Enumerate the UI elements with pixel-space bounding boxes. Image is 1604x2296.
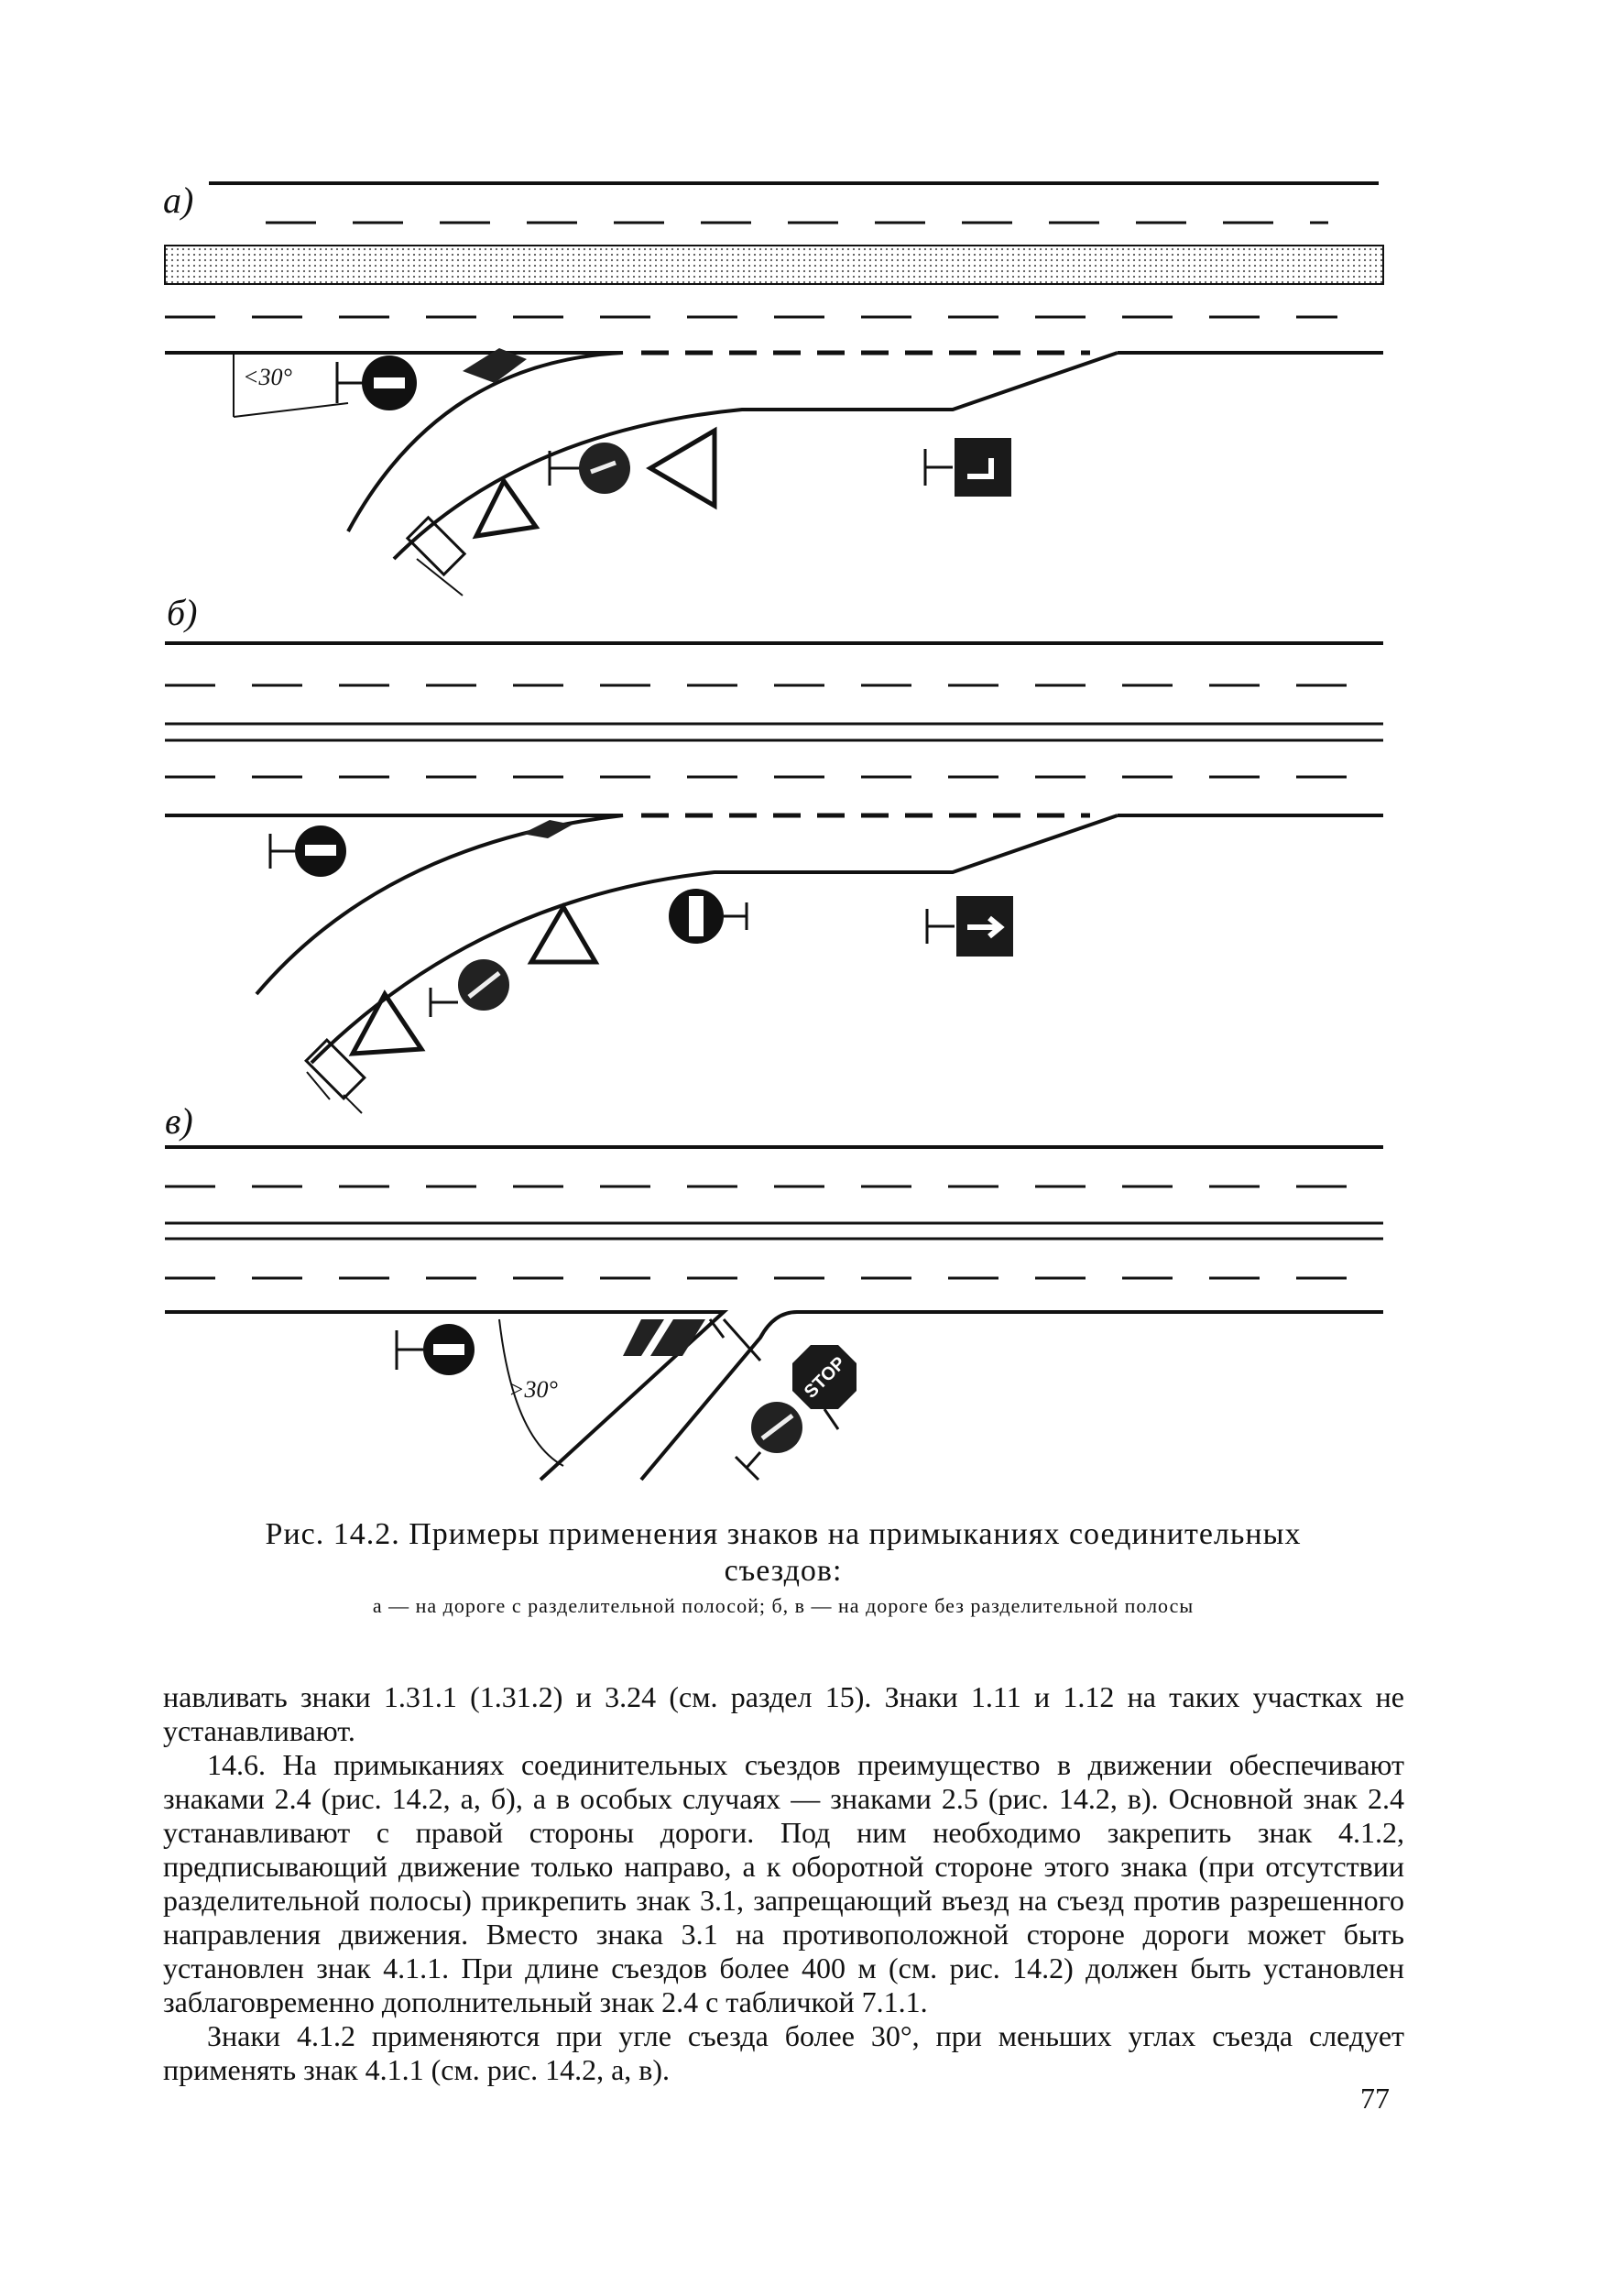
panel-a-diagram — [163, 180, 1383, 596]
figure-caption — [165, 1516, 1402, 1590]
panel-v-diagram — [165, 1100, 1383, 1480]
panel-b-label: б) — [167, 592, 198, 633]
no-entry-sign-back — [669, 889, 747, 944]
yield-sign — [650, 431, 715, 506]
angle-label-less-30: <30° — [243, 364, 292, 390]
chevron-sign — [623, 1319, 705, 1356]
body-text — [163, 1680, 1404, 2087]
page-number: 77 — [1360, 2082, 1390, 2115]
no-entry-sign — [397, 1324, 475, 1375]
turn-right-sign — [431, 959, 509, 1017]
stop-sign — [792, 1345, 857, 1429]
yield-sign — [353, 994, 421, 1054]
caption-note: а — на дороге с разделительной полосой; б, в — на дороге без разделительной полосы — [372, 1594, 1195, 1617]
caption-title-line1: Рис. 14.2. Примеры применения знаков на примыканиях соединительных — [265, 1517, 1302, 1551]
panel-b-diagram — [165, 592, 1383, 1113]
panel-v-label: в) — [165, 1100, 193, 1142]
stop-sign-text: STOP — [800, 1352, 850, 1403]
angle-label-more-30: >30° — [508, 1376, 558, 1403]
yield-sign — [531, 907, 595, 962]
caption-title-line2: съездов: — [724, 1554, 843, 1588]
no-entry-sign — [337, 355, 417, 410]
turn-right-sign — [736, 1402, 802, 1480]
paragraph-3: Знаки 4.1.2 применяются при угле съезда более 30°, при меньших углах съезда следует применять знак 4.1.1 (см. рис. 14.2, а, в). — [163, 2019, 1404, 2086]
ramp-sign-a — [408, 518, 464, 596]
paragraph-2: 14.6. На примыканиях соединительных съездов преимущество в движении обеспечивают знаками 2.4 (рис. 14.2, а, б), а в особых случаях — знаками 2.5 (рис. 14.2, в). Основной знак 2.4 устанавливают с правой стороны дороги. Под ним необходимо закрепить знак 4.1.2, предписывающий движение только направо, а к оборотной стороне этого знака (при отсутствии разделительной полосы) прикрепить знак 3.1, запрещающий въезд на съезд против разрешенного направления движения. Вместо знака 3.1 на противоположной стороне дороги может быть установлен знак 4.1.1. При длине съездов более 400 м (см. рис. 14.2) должен быть установлен заблаговременно дополнительный знак 2.4 с табличкой 7.1.1. — [163, 1748, 1404, 2018]
panel-a-label: а) — [163, 180, 194, 221]
no-entry-sign — [270, 825, 346, 877]
merge-info-sign — [927, 896, 1013, 957]
paragraph-1: навливать знаки 1.31.1 (1.31.2) и 3.24 (см. раздел 15). Знаки 1.11 и 1.12 на таких участках не устанавливают. — [163, 1680, 1404, 1747]
merge-info-sign — [925, 438, 1011, 497]
